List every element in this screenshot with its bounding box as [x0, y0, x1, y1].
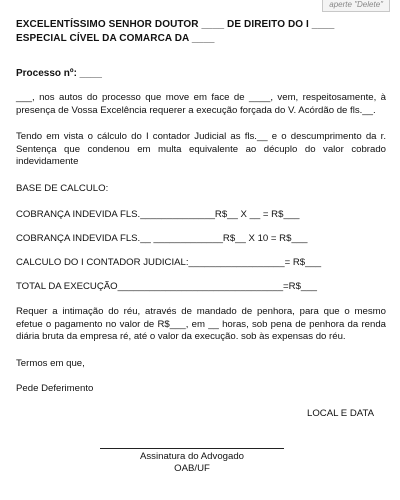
signature-name: Assinatura do Advogado — [139, 451, 244, 462]
signature-oab: OAB/UF — [174, 462, 210, 474]
calc-line-cobranca-2: COBRANÇA INDEVIDA FLS.__ _____________R$__ X 10 = R$___ — [16, 233, 308, 244]
closing-pede: Pede Deferimento — [16, 383, 94, 394]
signature-line — [100, 448, 284, 449]
processo-number: Processo nº: ____ — [16, 68, 102, 79]
calculation-paragraph: Tendo em vista o cálculo do I contador Judicial as fls.__ e o descumprimento da r. Sentença que condenou em multa equivalente ao décuplo do valor cobrado indevidamente — [16, 131, 386, 167]
calc-line-contador: CALCULO DO I CONTADOR JUDICIAL:__________________= R$___ — [16, 257, 322, 268]
calc-line-total: TOTAL DA EXECUÇÃO_______________________________=R$___ — [16, 281, 317, 292]
base-calculo-label: BASE DE CALCULO: — [16, 182, 109, 194]
closing-termos: Termos em que, — [16, 357, 85, 369]
delete-tooltip: aperte "Delete" — [322, 0, 390, 12]
document-title: EXCELENTÍSSIMO SENHOR DOUTOR ____ DE DIREITO DO I ____ ESPECIAL CÍVEL DA COMARCA DA ____ — [16, 19, 335, 44]
request-paragraph: Requer a intimação do réu, através de mandado de penhora, para que o mesmo efetue o pagamento no valor de R$___, em __ horas, sob pena de penhora da renda diária bruta da empresa ré, até o valor da execução. sob às expensas do réu. — [16, 306, 386, 342]
calc-line-cobranca-1: COBRANÇA INDEVIDA FLS.______________R$__ X __ = R$___ — [16, 209, 300, 220]
local-data: LOCAL E DATA — [307, 407, 374, 419]
intro-paragraph: ___, nos autos do processo que move em face de ____, vem, respeitosamente, à presença de Vossa Excelência requerer a execução forçada do V. Acórdão de fls.__. — [16, 92, 386, 116]
signature-block — [100, 448, 284, 474]
